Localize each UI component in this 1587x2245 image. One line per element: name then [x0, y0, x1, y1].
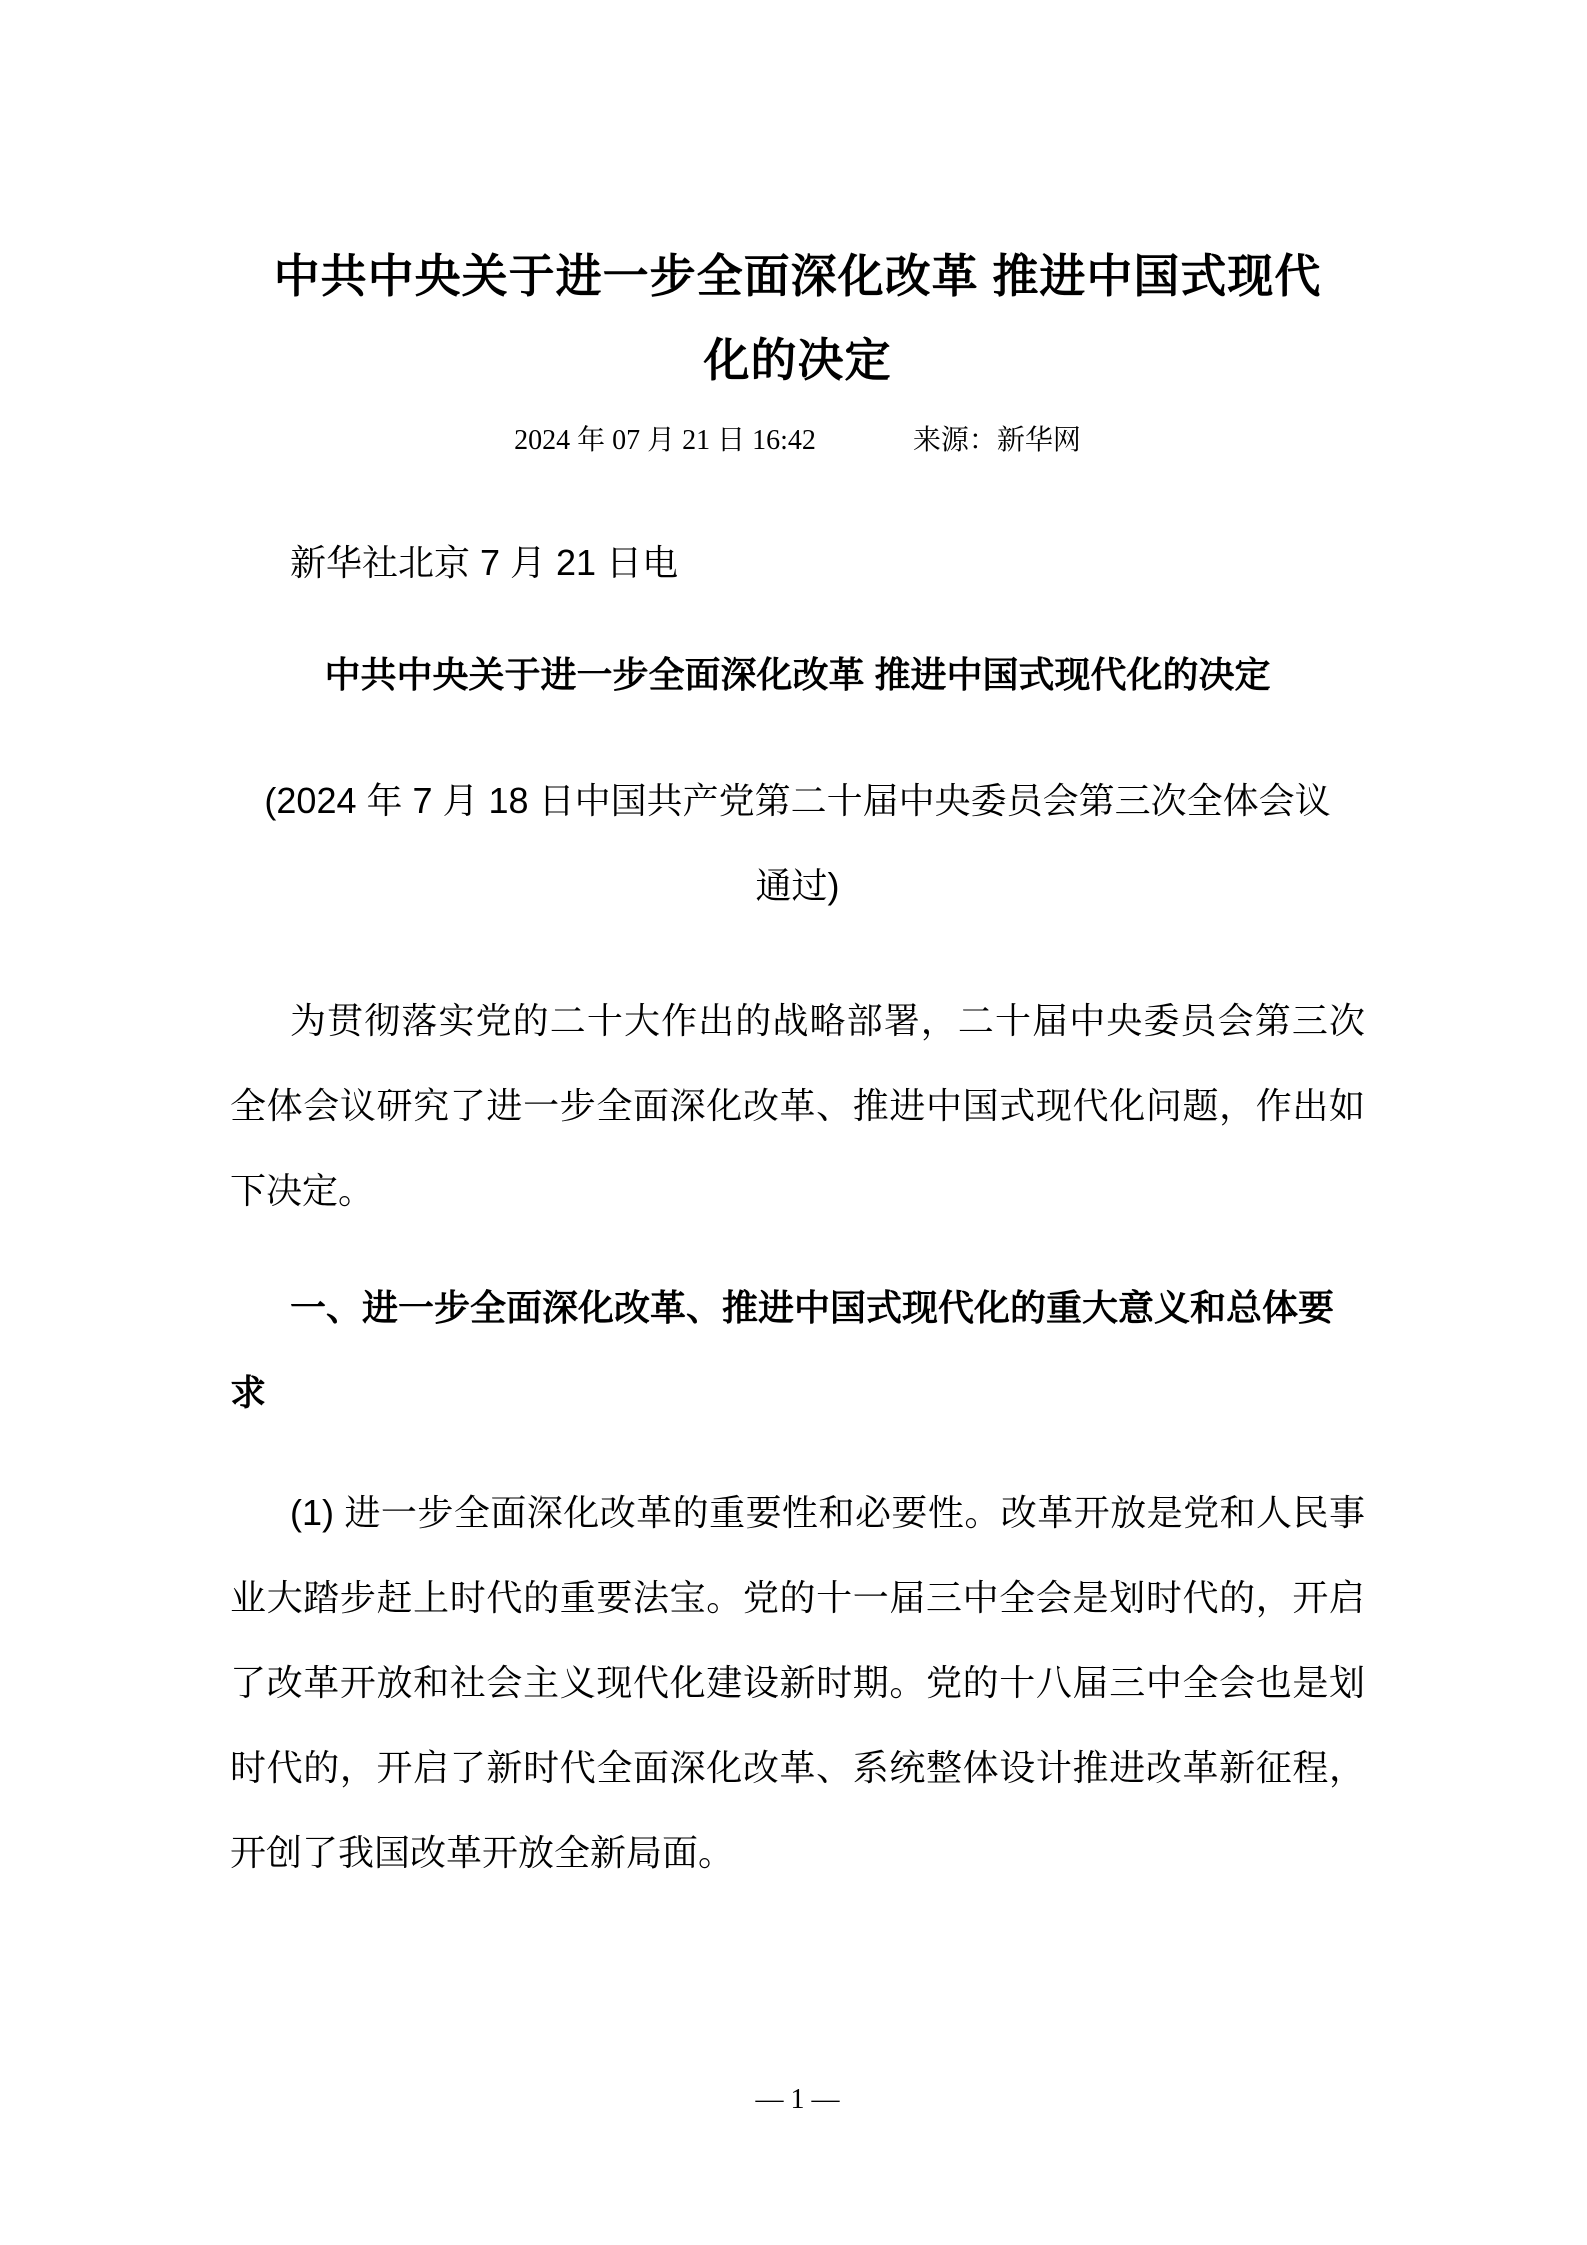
document-content [0, 234, 1587, 1895]
source-label: 来源：新华网 [912, 425, 1081, 456]
page-number: — 1 — [755, 2084, 840, 2115]
passage-note [230, 758, 1365, 928]
page-title [230, 234, 1365, 402]
section-heading-1: 一、进一步全面深化改革、推进中国式现代化的重大意义和总体要求 [230, 1287, 1335, 1413]
paragraph-1: (1) 进一步全面深化改革的重要性和必要性。改革开放是党和人民事业大踏步赶上时代的重要法宝。党的十一届三中全会是划时代的，开启了改革开放和社会主义现代化建设新时期。党的十八届三中全会也是划时代的，开启了新时代全面深化改革、系统整体设计推进改革新征程，开创了我国改革开放全新局面。 [230, 1492, 1365, 1873]
page-title-line-2: 化的决定 [703, 334, 892, 386]
passage-note-line-1: (2024 年 7 月 18 日中国共产党第二十届中央委员会第三次全体会议 [264, 780, 1331, 821]
document-subtitle: 中共中央关于进一步全面深化改革 推进中国式现代化的决定 [324, 654, 1271, 695]
passage-note-line-2: 通过) [755, 865, 840, 906]
publish-datetime: 2024 年 07 月 21 日 16:42 [514, 425, 816, 456]
paragraph-intro: 为贯彻落实党的二十大作出的战略部署，二十届中央委员会第三次全体会议研究了进一步全面深化改革、推进中国式现代化问题，作出如下决定。 [230, 1000, 1365, 1211]
article-meta [230, 419, 1365, 463]
page-title-line-1: 中共中央关于进一步全面深化改革 推进中国式现代 [273, 250, 1322, 302]
news-dateline: 新华社北京 7 月 21 日电 [290, 542, 679, 583]
